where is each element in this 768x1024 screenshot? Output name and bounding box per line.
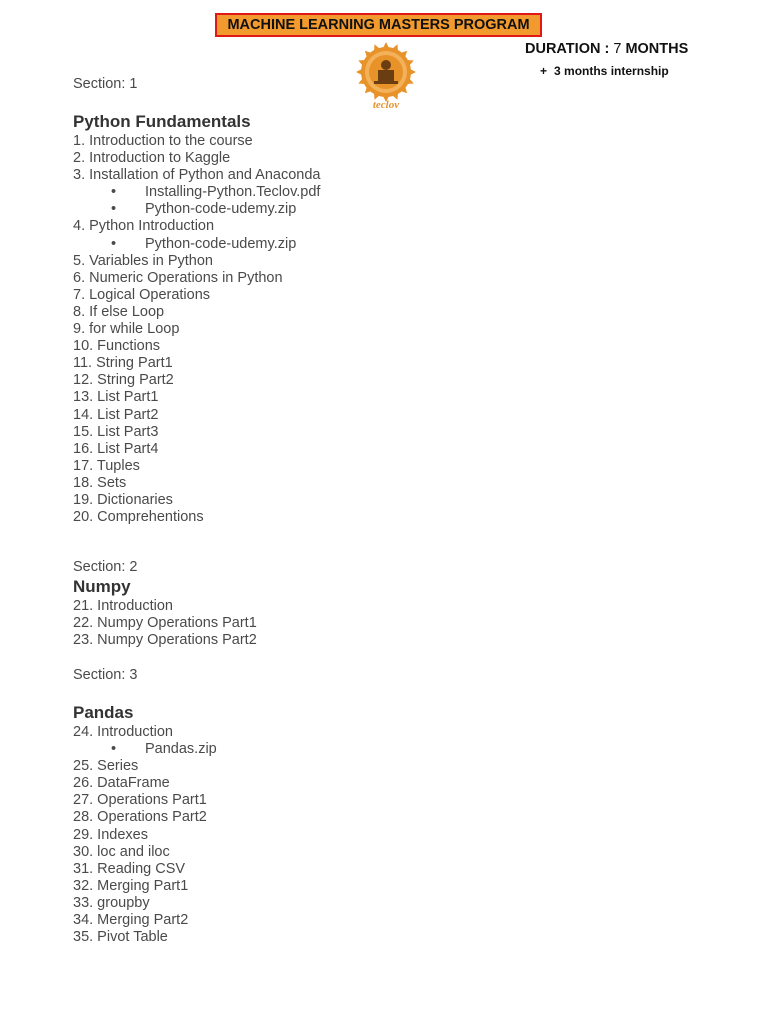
list-item-text: 23. Numpy Operations Part2 [73,632,257,649]
bullet-icon: • [111,235,117,252]
sub-list-item [73,741,217,758]
list-item [73,792,217,809]
list-item-text: 3. Installation of Python and Anaconda [73,167,321,184]
duration-unit: MONTHS [621,41,689,57]
list-item [73,878,217,895]
list-item-text: Python-code-udemy.zip [145,201,297,218]
list-item-text: 35. Pivot Table [73,929,168,946]
section-3-label: Section: 3 [73,667,138,683]
list-item-text: 16. List Part4 [73,440,159,457]
list-item-text: 33. groupby [73,894,150,911]
list-item-text: 19. Dictionaries [73,491,173,508]
list-item-text: 24. Introduction [73,724,173,740]
list-item-text: 21. Introduction [73,598,173,614]
list-item-text: 9. for while Loop [73,321,180,338]
list-item [73,424,321,441]
internship-note [540,64,669,78]
section-1-title: Python Fundamentals [73,112,251,131]
list-item [73,912,217,929]
list-item [73,844,217,861]
list-item [73,895,217,912]
list-item [73,492,321,509]
bullet-icon: • [111,741,117,758]
list-item-text: 25. Series [73,758,139,775]
list-item [73,338,321,355]
list-item-text: 8. If else Loop [73,303,165,320]
teclov-logo [353,40,419,110]
list-item [73,218,321,235]
list-item [73,321,321,338]
list-item [73,827,217,844]
list-item-text: 17. Tuples [73,457,140,474]
list-item-text: 2. Introduction to Kaggle [73,150,231,167]
list-item [73,758,217,775]
list-item [73,615,257,632]
list-item [73,304,321,321]
list-item-text: Installing-Python.Teclov.pdf [145,184,321,201]
list-item-text: 12. String Part2 [73,372,174,389]
list-item-text: 30. loc and iloc [73,843,170,860]
list-item-text: 5. Variables in Python [73,252,213,269]
duration-value: 7 [613,41,622,57]
list-item [73,929,217,946]
list-item [73,253,321,270]
list-item-text: 32. Merging Part1 [73,877,189,894]
duration-info [525,41,688,57]
bullet-icon: • [111,184,117,201]
list-item-text: 26. DataFrame [73,775,170,792]
duration-label: DURATION : [525,41,614,57]
list-item-text: 14. List Part2 [73,406,159,423]
logo-wordmark: teclov [372,99,400,110]
list-item-text: 22. Numpy Operations Part1 [73,615,257,632]
list-item [73,355,321,372]
section-1-label: Section: 1 [73,76,138,92]
sub-list-item [73,236,321,253]
list-item [73,167,321,184]
section-2-label: Section: 2 [73,559,138,575]
list-item [73,287,321,304]
list-item-text: 11. String Part1 [73,355,173,372]
section-2-list [73,598,257,649]
list-item-text: 10. Functions [73,338,161,355]
list-item-text: 20. Comprehentions [73,509,204,526]
list-item [73,133,321,150]
section-3-list [73,724,217,946]
list-item [73,270,321,287]
list-item [73,441,321,458]
list-item [73,724,217,741]
bullet-icon: • [111,201,117,218]
list-item-text: 27. Operations Part1 [73,792,207,809]
list-item [73,389,321,406]
list-item-text: 1. Introduction to the course [73,133,253,149]
internship-text: 3 months internship [554,64,669,78]
list-item [73,150,321,167]
list-item-text: 34. Merging Part2 [73,912,189,929]
list-item-text: Python-code-udemy.zip [145,235,297,252]
section-2-title: Numpy [73,577,131,596]
list-item [73,632,257,649]
list-item [73,598,257,615]
list-item-text: 28. Operations Part2 [73,809,207,826]
list-item-text: 29. Indexes [73,826,148,843]
list-item [73,861,217,878]
list-item [73,809,217,826]
list-item [73,509,321,526]
section-3-title: Pandas [73,703,134,722]
list-item-text: 15. List Part3 [73,423,159,440]
list-item [73,407,321,424]
sub-list-item [73,184,321,201]
list-item-text: 31. Reading CSV [73,860,186,877]
list-item-text: 7. Logical Operations [73,286,211,303]
sub-list-item [73,201,321,218]
plus-icon: + [540,64,548,78]
list-item [73,372,321,389]
list-item-text: Pandas.zip [145,741,217,758]
list-item [73,775,217,792]
section-1-list [73,133,321,526]
list-item-text: 4. Python Introduction [73,218,215,235]
list-item-text: 18. Sets [73,474,127,491]
program-title: MACHINE LEARNING MASTERS PROGRAM [215,13,542,37]
list-item [73,458,321,475]
list-item-text: 6. Numeric Operations in Python [73,269,283,286]
list-item-text: 13. List Part1 [73,389,159,406]
list-item [73,475,321,492]
